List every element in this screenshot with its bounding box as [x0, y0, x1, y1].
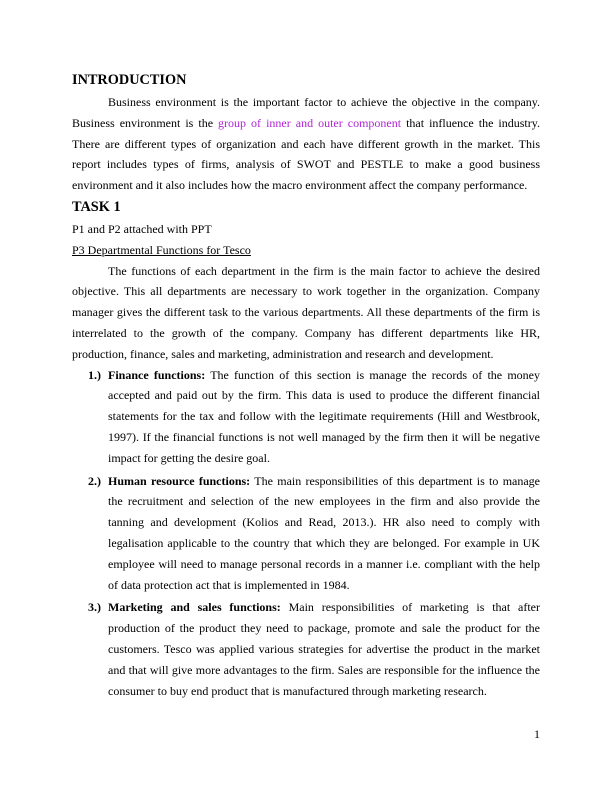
list-item-term: Human resource functions:: [108, 473, 251, 488]
task1-intro-paragraph: The functions of each department in the firm is the main factor to achieve the desired objective. This all departments are necessary to work together in the organization. Company manager gives the different task to the various departments. All these departments of the firm is interrelated to the growth of the company. Company has different departments like HR, production, finance, sales and marketing, administration and research and development.: [72, 263, 540, 361]
introduction-heading: INTRODUCTION: [72, 72, 187, 88]
list-item-term: Marketing and sales functions:: [108, 600, 281, 615]
task1-note: P1 and P2 attached with PPT: [72, 221, 212, 236]
list-item-text: Main responsibilities of marketing is that after production of the product they need to package, promote and sale the product for the customers. Tesco was applied various strategies for advertise the product in the market and that will give more advantages to the firm. Sales are responsible for the influence the consumer to buy end product that is manufactured through marketing research.: [108, 600, 541, 698]
list-item-number: 3.): [88, 600, 101, 615]
list-item: [72, 365, 540, 469]
list-item-number: 1.): [88, 367, 101, 382]
introduction-text-end: that influence the industry. There are different types of organization and each have different growth in the market. This report includes types of firms, analysis of SWOT and PESTLE to make a good business environment and it also includes how the macro environment affect the company performance.: [72, 115, 540, 193]
list-item: [72, 597, 540, 701]
list-item: [72, 471, 540, 596]
list-item-text: The main responsibilities of this department is to manage the recruitment and selection of the new employees in the firm and also provide the tanning and development (Kolios and Read, 2013.). HR also need to comply with legalisation applicable to the country that which they are belonged. For example in UK employee will need to manage personal records in a manner i.e. compliant with the help of data protection act that is implemented in 1984.: [108, 473, 541, 592]
introduction-paragraph: [72, 92, 540, 196]
list-item-term: Finance functions:: [108, 367, 206, 382]
list-item-text: The function of this section is manage the records of the money accepted and paid out by the firm. This data is used to produce the different financial statements for the tax and follow with the legitimate requirements (Hill and Westbrook, 1997). If the financial functions is not well managed by the firm then it will be negative impact for getting the desire goal.: [108, 367, 540, 465]
task1-subheading: P3 Departmental Functions for Tesco: [72, 242, 251, 257]
list-item-number: 2.): [88, 473, 101, 488]
task1-heading: TASK 1: [72, 198, 121, 215]
document-page: [72, 72, 540, 701]
introduction-highlight: group of inner and outer component: [218, 115, 402, 130]
departmental-functions-list: [72, 365, 540, 702]
page-number: 1: [534, 727, 540, 741]
introduction-text-start: Business environment is the important factor to achieve the objective in the company. Business environment is the: [72, 95, 540, 130]
